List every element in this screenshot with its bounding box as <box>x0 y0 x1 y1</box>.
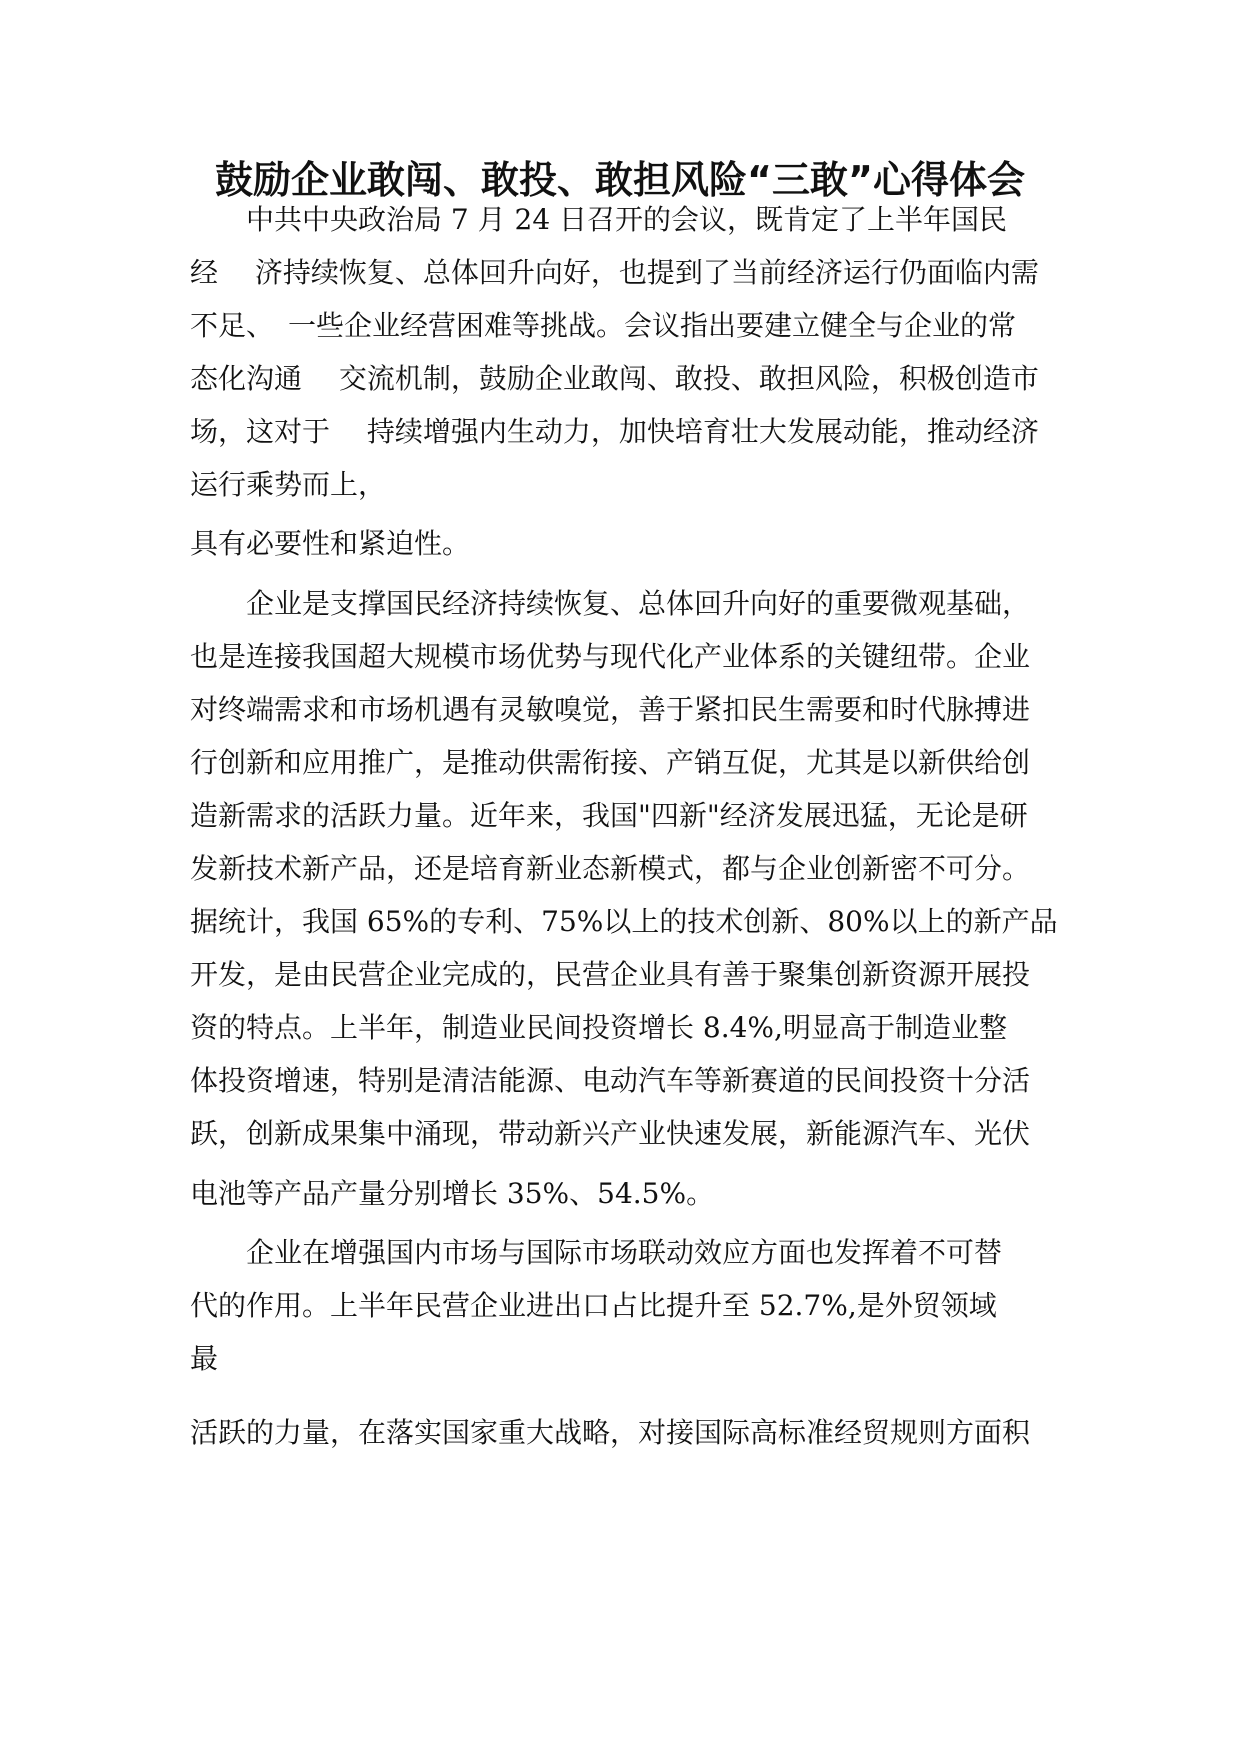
body-line: 经 济持续恢复、总体回升向好，也提到了当前经济运行仍面临内需 <box>190 256 1039 289</box>
body-line: 资的特点。上半年，制造业民间投资增长 8.4%,明显高于制造业整 <box>190 1011 1007 1044</box>
document-title: 鼓励企业敢闯、敢投、敢担风险“三敢”心得体会 <box>215 158 1025 202</box>
body-line: 也是连接我国超大规模市场优势与现代化产业体系的关键纽带。企业 <box>190 640 1031 673</box>
body-line: 代的作用。上半年民营企业进出口占比提升至 52.7%,是外贸领域 <box>190 1289 997 1322</box>
body-line: 造新需求的活跃力量。近年来，我国"四新"经济发展迅猛，无论是研 <box>190 799 1028 832</box>
body-line: 行创新和应用推广，是推动供需衔接、产销互促，尤其是以新供给创 <box>190 746 1031 779</box>
body-line: 场，这对于 持续增强内生动力，加快培育壮大发展动能，推动经济 <box>190 415 1039 448</box>
body-line: 中共中央政治局 7 月 24 日召开的会议，既肯定了上半年国民 <box>190 203 1008 236</box>
body-line: 不足、 一些企业经营困难等挑战。会议指出要建立健全与企业的常 <box>190 309 1017 342</box>
body-line: 活跃的力量，在落实国家重大战略，对接国际高标准经贸规则方面积 <box>190 1416 1031 1449</box>
body-line: 态化沟通 交流机制，鼓励企业敢闯、敢投、敢担风险，积极创造市 <box>190 362 1039 395</box>
body-line: 运行乘势而上， <box>190 468 387 501</box>
body-line: 体投资增速，特别是清洁能源、电动汽车等新赛道的民间投资十分活 <box>190 1064 1031 1097</box>
body-line: 企业在增强国内市场与国际市场联动效应方面也发挥着不可替 <box>190 1236 1003 1269</box>
body-line: 电池等产品产量分别增长 35%、54.5%。 <box>190 1177 715 1210</box>
body-line: 具有必要性和紧迫性。 <box>190 527 471 560</box>
body-line: 企业是支撑国民经济持续恢复、总体回升向好的重要微观基础， <box>190 587 1031 620</box>
body-line: 据统计，我国 65%的专利、75%以上的技术创新、80%以上的新产品 <box>190 905 1058 938</box>
body-line: 开发，是由民营企业完成的，民营企业具有善于聚集创新资源开展投 <box>190 958 1031 991</box>
body-line: 最 <box>190 1342 219 1375</box>
body-line: 跃，创新成果集中涌现，带动新兴产业快速发展，新能源汽车、光伏 <box>190 1117 1031 1150</box>
body-line: 对终端需求和市场机遇有灵敏嗅觉，善于紧扣民生需要和时代脉搏进 <box>190 693 1031 726</box>
body-line: 发新技术新产品，还是培育新业态新模式，都与企业创新密不可分。 <box>190 852 1031 885</box>
